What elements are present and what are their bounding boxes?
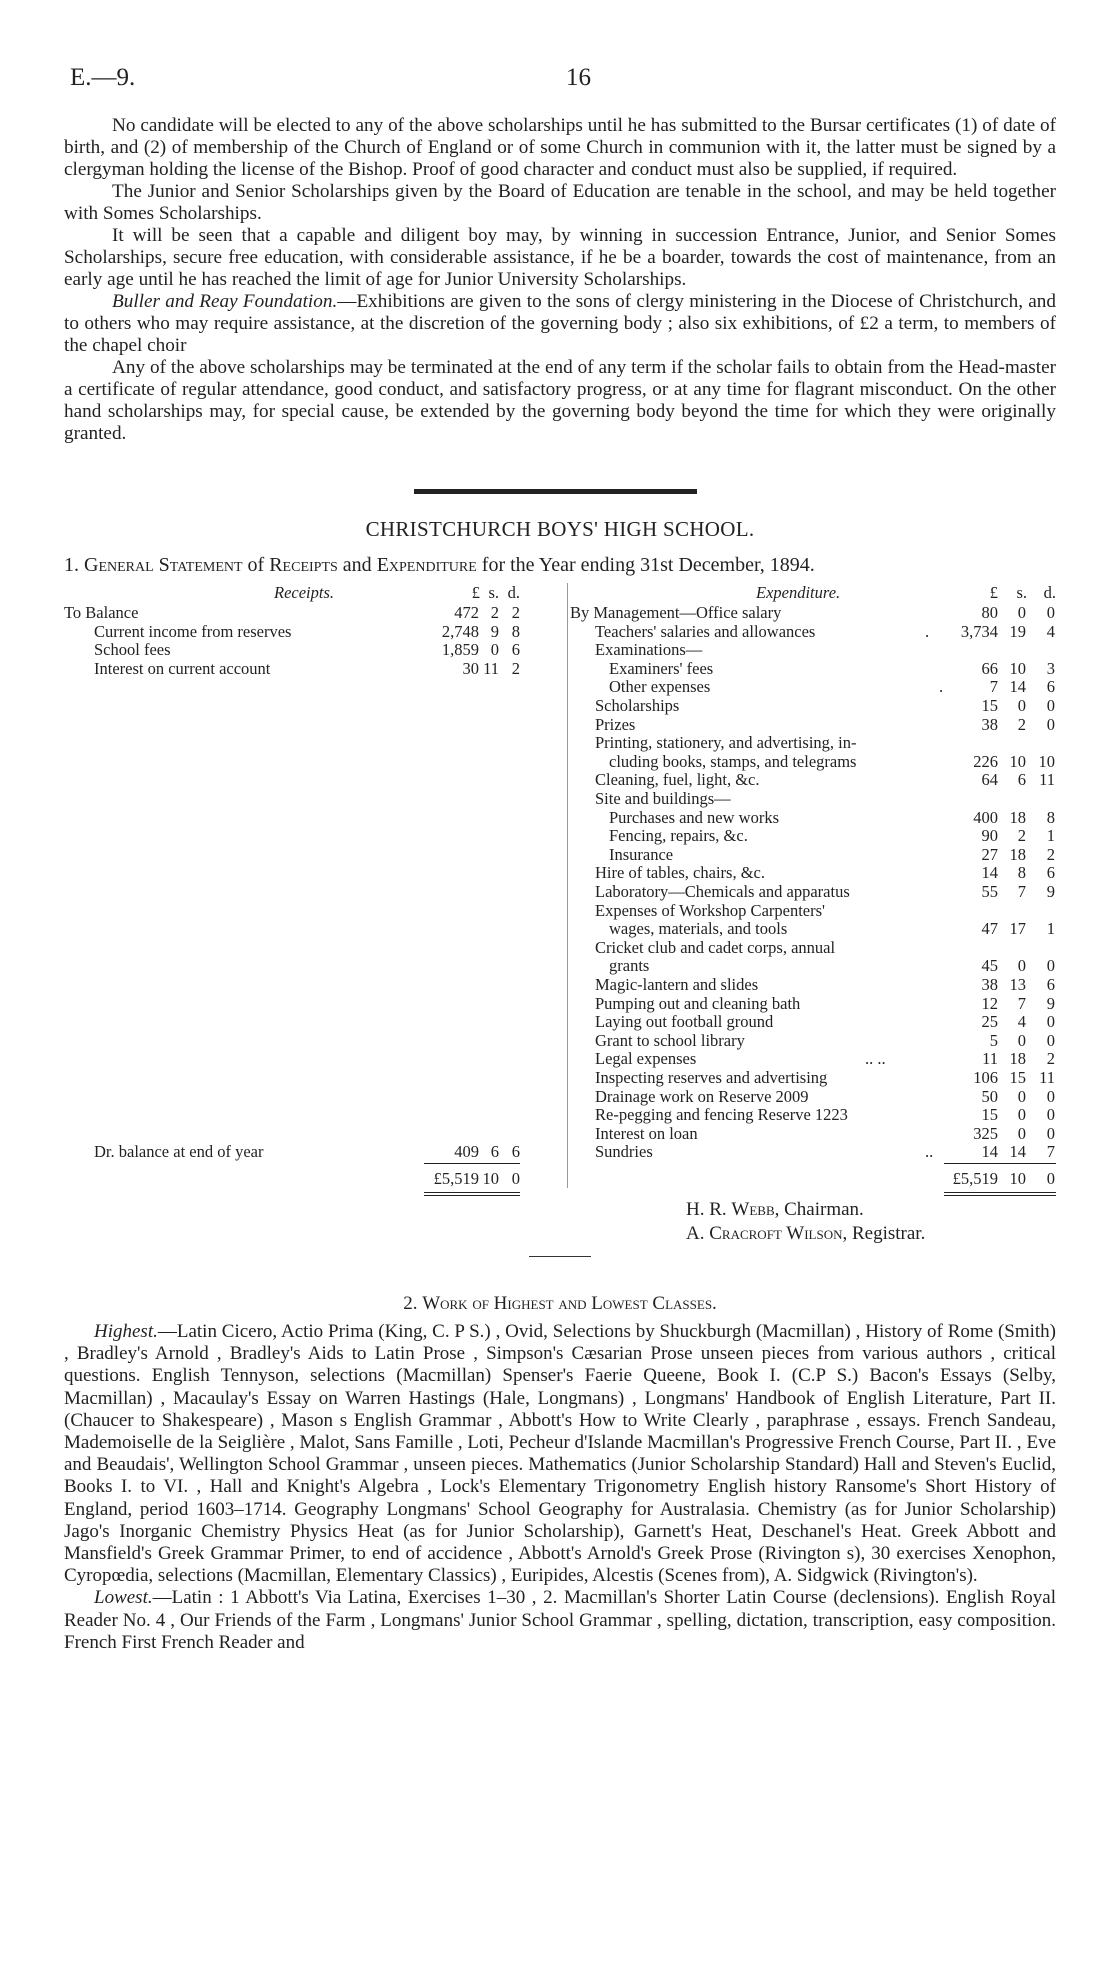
receipt-row-label: Current income from reserves (94, 621, 292, 641)
expenditure-row (64, 659, 1056, 678)
receipt-row-label: Interest on current account (94, 658, 271, 678)
expenditure-row-pounds: 3,734 (960, 621, 998, 641)
paragraph-certificates: No candidate will be elected to any of the above scholarships until he has submitted to the Bursar certificates (1) of date of birth, and (2) of membership of the Church of England or of some Church in communion with it, the latter must be signed by a clergyman holding the license of the Bishop. Proof of good character and conduct must also be supplied, if required. (64, 115, 1056, 180)
expenditure-row (64, 622, 1056, 641)
expenditure-row-label: Cleaning, fuel, light, &c. (595, 770, 760, 790)
expenditure-row-shillings: 7 (1017, 993, 1026, 1013)
pence-heading: d. (507, 583, 520, 602)
expenditure-row-pounds: 50 (981, 1086, 998, 1106)
expenditure-row-pounds: 90 (981, 826, 998, 846)
expenditure-row-shillings: 6 (1017, 770, 1026, 790)
expenditure-row-pence: 2 (1046, 1049, 1055, 1069)
expenditure-row (64, 640, 1056, 659)
expenditure-row-label: Fencing, repairs, &c. (609, 826, 748, 846)
expenditure-row-label: Drainage work on Reserve 2009 (595, 1086, 809, 1106)
expenditure-row-label: Teachers' salaries and allowances (595, 621, 816, 641)
expenditure-row-shillings: 17 (1009, 919, 1026, 939)
expenditure-row-pounds: 38 (981, 714, 998, 734)
expenditure-row-shillings: 14 (1009, 677, 1026, 697)
receipt-row-pence: 2 (511, 603, 520, 622)
expenditure-row (64, 863, 1056, 882)
expenditure-row (64, 845, 1056, 864)
expenditure-total-pounds: £5,519 (952, 1169, 998, 1188)
statement-word: General Statement (84, 554, 243, 576)
expenditure-row-pence: 0 (1046, 1086, 1055, 1106)
expenditure-row-pence: 8 (1046, 807, 1055, 827)
receipt-row-label: School fees (94, 640, 171, 660)
expenditure-row-pounds: 5 (989, 1030, 998, 1050)
expenditure-row-label: Laying out football ground (595, 1012, 774, 1032)
expenditure-row-pence: 11 (1039, 1068, 1055, 1087)
expenditure-row-pence: 10 (1038, 751, 1055, 771)
expenditure-row (64, 677, 1056, 696)
expenditure-row-label: Insurance (609, 844, 674, 864)
short-divider (529, 1256, 591, 1257)
expenditure-row-label: Interest on loan (595, 1123, 698, 1143)
expenditure-row-shillings: 14 (1009, 1142, 1026, 1162)
receipt-row-pounds: 1,859 (441, 640, 479, 660)
expenditure-row-pounds: 226 (973, 751, 998, 771)
expenditure-row-pence: 0 (1046, 1030, 1055, 1050)
receipt-row-pounds: 409 (454, 1142, 479, 1162)
expenditure-row-label: Sundries (595, 1142, 653, 1162)
receipt-row-shillings: 11 (483, 658, 499, 678)
expenditure-row (64, 715, 1056, 734)
receipts-total-shillings: 10 (482, 1169, 499, 1188)
lowest-class-paragraph: Lowest.—Latin : 1 Abbott's Via Latina, Exercises 1–30 , 2. Macmillan's Shorter Latin Course (declensions). English Royal Reader No. 4 , Our Friends of the Farm , Longmans' Junior School Grammar , spelling, dictation, transcription, easy composition. French First French Reader and (64, 1587, 1056, 1653)
expenditure-row-shillings: 0 (1017, 1086, 1026, 1106)
expenditure-row-leader: .. .. (865, 1049, 886, 1069)
expenditure-row-pounds: 14 (981, 863, 998, 883)
page-header (64, 58, 1056, 98)
school-title: CHRISTCHURCH BOYS' HIGH SCHOOL. (365, 517, 755, 541)
expenditure-row-shillings: 0 (1017, 956, 1026, 976)
expenditure-row-shillings: 0 (1017, 1030, 1026, 1050)
expenditure-row-shillings: 10 (1009, 751, 1026, 771)
expenditure-row-shillings: 0 (1017, 696, 1026, 715)
expenditure-row-shillings: 0 (1017, 603, 1026, 622)
receipt-row-pounds: 472 (454, 603, 479, 622)
expenditure-row (64, 1087, 1056, 1106)
shilling-heading: s. (1016, 583, 1027, 602)
expenditure-row-label: grants (609, 956, 650, 976)
expenditure-total-pence: 0 (1046, 1169, 1055, 1188)
expenditure-row-pounds: 25 (981, 1012, 998, 1032)
expenditure-row-pence: 7 (1046, 1142, 1055, 1162)
receipt-row-shillings: 9 (490, 621, 499, 641)
expenditure-row-label: Examinations— (595, 640, 703, 660)
expenditure-row-shillings: 0 (1017, 1123, 1026, 1143)
expenditure-row-pounds: 66 (981, 658, 998, 678)
paragraph-buller-reay (64, 291, 1056, 357)
expenditure-row-shillings: 18 (1009, 844, 1026, 864)
expenditure-row-pence: 1 (1046, 919, 1055, 939)
expenditure-row-pounds: 47 (981, 919, 998, 939)
expenditure-total-shillings: 10 (1009, 1169, 1026, 1188)
expenditure-row-leader: . (925, 621, 930, 641)
expenditure-row-pounds: 27 (981, 844, 998, 864)
statement-word: of (247, 554, 265, 576)
section-2-title: 2. Work of Highest and Lowest Classes. (403, 1293, 717, 1314)
expenditure-row-pence: 0 (1046, 1105, 1055, 1125)
expenditure-row (64, 901, 1056, 920)
expenditure-total (64, 1169, 1056, 1188)
expenditure-row-shillings: 10 (1009, 658, 1026, 678)
expenditure-row-pounds: 11 (982, 1049, 998, 1069)
expenditure-row-label: Hire of tables, chairs, &c. (595, 863, 765, 883)
expenditure-row-pounds: 38 (981, 975, 998, 994)
expenditure-row-pence: 9 (1046, 882, 1055, 901)
section-divider (414, 489, 697, 494)
receipts-expenditure-ledger (64, 583, 1056, 1188)
expenditure-row-leader: . (939, 677, 944, 697)
expenditure-row-pence: 0 (1046, 1123, 1055, 1143)
receipt-row-pence: 8 (511, 621, 520, 641)
statement-number: 1. (64, 554, 79, 576)
expenditure-row-pence: 1 (1046, 826, 1055, 846)
expenditure-row-shillings: 7 (1017, 882, 1026, 901)
receipt-row-label: To Balance (64, 603, 139, 622)
expenditure-row-shillings: 19 (1009, 621, 1026, 641)
expenditure-row-shillings: 2 (1017, 826, 1026, 846)
expenditure-row-pence: 11 (1039, 770, 1055, 790)
expenditure-row-pounds: 325 (973, 1123, 998, 1143)
expenditure-row (64, 808, 1056, 827)
expenditure-row-shillings: 18 (1009, 807, 1026, 827)
expenditure-row-label: Printing, stationery, and advertising, in- (595, 733, 857, 753)
intro-text (64, 115, 1056, 445)
expenditure-row (64, 733, 1056, 752)
expenditure-row-pounds: 12 (981, 993, 998, 1013)
expenditure-row (64, 1068, 1056, 1087)
document-page (64, 58, 1056, 1654)
expenditure-row-shillings: 0 (1017, 1105, 1026, 1125)
expenditure-row (64, 994, 1056, 1013)
chairman-signature: H. R. Webb, Chairman. (686, 1199, 864, 1220)
expenditure-row-label: cluding books, stamps, and telegrams (609, 751, 857, 771)
expenditure-row-pence: 3 (1046, 658, 1055, 678)
shilling-heading: s. (488, 583, 499, 602)
expenditure-row-pence: 6 (1046, 863, 1055, 883)
expenditure-row (64, 696, 1056, 715)
expenditure-heading: Expenditure. (756, 583, 841, 602)
expenditure-row-label: Legal expenses (595, 1049, 697, 1069)
expenditure-row (64, 1124, 1056, 1143)
expenditure-row-pence: 6 (1046, 975, 1055, 994)
classes-text (64, 1321, 1056, 1654)
expenditure-row-label: Site and buildings— (595, 789, 731, 808)
expenditure-row-pounds: 64 (981, 770, 998, 790)
expenditure-row-label: Cricket club and cadet corps, annual (595, 937, 836, 957)
expenditure-row-shillings: 15 (1009, 1068, 1026, 1087)
expenditure-row-label: Other expenses (609, 677, 711, 697)
expenditure-row-pounds: 45 (981, 956, 998, 976)
expenditure-row-pence: 9 (1046, 993, 1055, 1013)
expenditure-row-label: wages, materials, and tools (609, 919, 788, 939)
expenditure-row (64, 826, 1056, 845)
expenditure-row-pence: 0 (1046, 696, 1055, 715)
signature-block (686, 1198, 1056, 1246)
expenditure-row-pence: 0 (1046, 1012, 1055, 1032)
expenditure-row-label: Pumping out and cleaning bath (595, 993, 801, 1013)
receipts-heading: Receipts. (274, 583, 335, 602)
expenditure-row (64, 789, 1056, 808)
pound-heading: £ (471, 583, 480, 602)
pound-heading: £ (989, 583, 998, 602)
expenditure-row-pence: 0 (1046, 603, 1055, 622)
expenditure-row (64, 1142, 1056, 1161)
expenditure-row-pence: 0 (1046, 714, 1055, 734)
page-number: 16 (566, 64, 591, 91)
receipt-row-label: Dr. balance at end of year (94, 1142, 264, 1162)
paragraph-body: —Exhibitions are given to the sons of clergy ministering in the Diocese of Christchurch, and to others who may require assistance, at the discretion of the governing body ; also six exhibitions, of £2 a term, to members of the chapel choir (64, 291, 1056, 356)
expenditure-total-rule (944, 1163, 1056, 1164)
expenditure-row (64, 1049, 1056, 1068)
pence-heading: d. (1043, 583, 1056, 602)
receipt-row-shillings: 0 (490, 640, 499, 660)
expenditure-row (64, 1012, 1056, 1031)
expenditure-row-shillings: 8 (1017, 863, 1026, 883)
expenditure-row-pence: 4 (1046, 621, 1055, 641)
statement-word: and (342, 554, 372, 576)
paragraph-termination: Any of the above scholarships may be terminated at the end of any term if the scholar fails to obtain from the Head-master a certificate of regular attendance, good conduct, and satisfactory progress, or at any time for flagrant misconduct. On the other hand scholarships may, for special cause, be extended by the governing body beyond the time for which they were originally granted. (64, 357, 1056, 444)
expenditure-row-label: Inspecting reserves and advertising (595, 1068, 828, 1087)
expenditure-row (64, 1031, 1056, 1050)
expenditure-row-label: Prizes (595, 714, 636, 734)
expenditure-row-shillings: 18 (1009, 1049, 1026, 1069)
expenditure-row-pence: 2 (1046, 844, 1055, 864)
receipts-total-pence: 0 (511, 1169, 520, 1188)
expenditure-row-label: Laboratory—Chemicals and apparatus (595, 882, 850, 901)
statement-word: Expenditure (376, 554, 477, 576)
expenditure-row (64, 770, 1056, 789)
paragraph-capable-boy: It will be seen that a capable and diligent boy may, by winning in succession Entrance, Junior, and Senior Somes Scholarships, secure free education, with considerable assistance, if he be a boarder, towards the cost of maintenance, from an early age until he has reached the limit of age for Junior University Scholarships. (64, 225, 1056, 290)
expenditure-row-pounds: 80 (981, 603, 998, 622)
expenditure-row (64, 752, 1056, 771)
expenditure-row (64, 919, 1056, 938)
statement-title (64, 554, 1056, 577)
expenditure-row (64, 975, 1056, 994)
registrar-signature: A. Cracroft Wilson, Registrar. (686, 1223, 926, 1244)
expenditure-row-pounds: 14 (981, 1142, 998, 1162)
expenditure-row-pence: 0 (1046, 956, 1055, 976)
receipt-row-pounds: 30 (462, 658, 479, 678)
expenditure-row-label: Expenses of Workshop Carpenters' (595, 900, 826, 920)
expenditure-total-double-rule (944, 1192, 1056, 1196)
expenditure-row-pounds: 7 (989, 677, 998, 697)
expenditure-row-pounds: 400 (973, 807, 998, 827)
expenditure-row (64, 938, 1056, 957)
expenditure-row (64, 956, 1056, 975)
expenditure-row-label: Magic-lantern and slides (595, 975, 759, 994)
expenditure-row-pence: 6 (1046, 677, 1055, 697)
expenditure-row-shillings: 4 (1017, 1012, 1026, 1032)
expenditure-row (64, 1105, 1056, 1124)
paragraph-board-scholarships: The Junior and Senior Scholarships given by the Board of Education are tenable in the school, and may be held together with Somes Scholarships. (64, 181, 1056, 224)
receipt-row-pence: 2 (511, 658, 520, 678)
expenditure-row-label: Re-pegging and fencing Reserve 1223 (595, 1105, 848, 1125)
expenditure-row (64, 882, 1056, 901)
receipt-row-shillings: 6 (490, 1142, 499, 1162)
receipt-row-pence: 6 (511, 640, 520, 660)
expenditure-row-pounds: 15 (981, 1105, 998, 1125)
expenditure-row-shillings: 13 (1009, 975, 1026, 994)
expenditure-row (64, 603, 1056, 622)
expenditure-row-label: Purchases and new works (609, 807, 780, 827)
statement-word: Receipts (269, 554, 338, 576)
expenditure-row-label: Examiners' fees (609, 658, 714, 678)
expenditure-row-pounds: 15 (981, 696, 998, 715)
document-reference: E.—9. (70, 64, 136, 91)
highest-class-paragraph: Highest.—Latin Cicero, Actio Prima (King, C. P S.) , Ovid, Selections by Shuckburgh (Macmillan) , History of Rome (Smith) , Bradley's Arnold , Bradley's Aids to Latin Prose , Simpson's Cæsarian Prose unseen pieces from various authors , critical questions. English Tennyson, selections (Macmillan) Spenser's Faerie Queene, Book I. (C.P S.) Bacon's Essays (Selby, Macmillan) , Macaulay's Essay on Warren Hastings (Hale, Longmans) , Longmans' Handbook of English Literature, Part II. (Chaucer to Shakespeare) , Mason s English Grammar , Abbott's How to Write Clearly , paraphrase , essays. French Sandeau, Mademoiselle de la Seiglière , Malot, Sans Famille , Loti, Pecheur d'Islande Macmillan's Progressive French Course, Part II. , Eve and Beaudais', Wellington School Grammar , unseen pieces. Mathematics (Junior Scholarship Standard) Hall and Steven's Euclid, Books I. to VI. , Hall and Knight's Algebra , Lock's Elementary Trigonometry English history Ransome's Short History of England, period 1603–1714. Geography Longmans' School Geography for Australasia. Chemistry (as for Junior Scholarship) Jago's Inorganic Chemistry Physics Heat (as for Junior Scholarship), Garnett's Heat, Deschanel's Heat. Greek Abbott and Mansfield's Greek Grammar Primer, to end of accidence , Abbott's Arnold's Greek Prose (Rivington s), 30 exercises Xenophon, Cyropœdia, selections (Macmillan, Elementary Classics) , Euripides, Alcestis (Scenes from), A. Sidgwick (Rivington's). (64, 1321, 1056, 1587)
receipt-row-pounds: 2,748 (441, 621, 479, 641)
statement-period: for the Year ending 31st December, 1894. (481, 554, 815, 576)
paragraph-lead-italic: Buller and Reay Foundation. (112, 291, 338, 312)
expenditure-row-leader: .. (925, 1142, 934, 1162)
receipts-total-double-rule (424, 1192, 520, 1196)
receipts-total-pounds: £5,519 (433, 1169, 479, 1188)
expenditure-row-pounds: 55 (981, 882, 998, 901)
expenditure-row-pounds: 106 (973, 1068, 998, 1087)
receipt-row-pence: 6 (511, 1142, 520, 1162)
receipt-row-shillings: 2 (490, 603, 499, 622)
expenditure-row-label: Scholarships (595, 696, 680, 715)
expenditure-row-label: Grant to school library (595, 1030, 745, 1050)
expenditure-row-label: By Management—Office salary (570, 603, 782, 622)
expenditure-row-shillings: 2 (1017, 714, 1026, 734)
receipts-total-rule (424, 1163, 520, 1164)
